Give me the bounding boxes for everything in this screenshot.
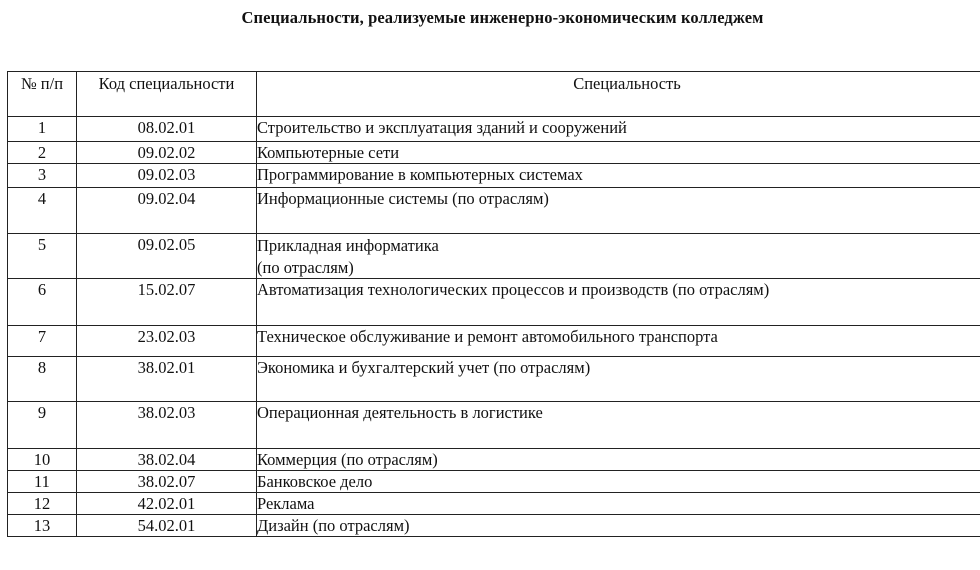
row-name [257,234,980,279]
row-num: 10 [8,449,77,471]
row-code: 09.02.03 [77,164,257,188]
row-num: 7 [8,326,77,357]
row-name: Информационные системы (по отраслям) [257,188,980,234]
row-code: 09.02.05 [77,234,257,279]
header-num: № п/п [8,72,77,117]
row-name: Банковское дело [257,471,980,493]
table-row [8,164,980,188]
row-num: 6 [8,279,77,326]
row-code: 42.02.01 [77,493,257,515]
row-code: 23.02.03 [77,326,257,357]
row-name: Строительство и эксплуатация зданий и сооружений [257,117,980,142]
header-name: Специальность [257,72,980,117]
row-num: 1 [8,117,77,142]
row-name-line1: Прикладная информатика [257,236,439,255]
header-code: Код специальности [77,72,257,117]
table-row [8,279,980,326]
table-row [8,515,980,537]
row-name: Программирование в компьютерных системах [257,164,980,188]
row-num: 3 [8,164,77,188]
row-code: 54.02.01 [77,515,257,537]
row-code: 09.02.02 [77,142,257,164]
row-code: 38.02.01 [77,357,257,402]
specialties-table [7,71,980,537]
table-row [8,117,980,142]
row-name: Реклама [257,493,980,515]
row-num: 12 [8,493,77,515]
row-name: Дизайн (по отраслям) [257,515,980,537]
table-row [8,471,980,493]
row-num: 13 [8,515,77,537]
table-row [8,402,980,449]
row-num: 5 [8,234,77,279]
row-name: Техническое обслуживание и ремонт автомобильного транспорта [257,326,980,357]
row-name: Операционная деятельность в логистике [257,402,980,449]
row-code: 15.02.07 [77,279,257,326]
table-row [8,449,980,471]
row-code: 38.02.04 [77,449,257,471]
row-name: Автоматизация технологических процессов и производств (по отраслям) [257,279,980,326]
table-row [8,493,980,515]
row-num: 11 [8,471,77,493]
table-row [8,142,980,164]
row-code: 09.02.04 [77,188,257,234]
row-name-line2: (по отраслям) [257,258,354,277]
row-num: 9 [8,402,77,449]
row-num: 2 [8,142,77,164]
row-code: 08.02.01 [77,117,257,142]
row-num: 4 [8,188,77,234]
row-name: Коммерция (по отраслям) [257,449,980,471]
page-title: Специальности, реализуемые инженерно-экономическим колледжем [241,8,764,27]
row-name: Экономика и бухгалтерский учет (по отраслям) [257,357,980,402]
table-row [8,326,980,357]
row-num: 8 [8,357,77,402]
table-row [8,357,980,402]
row-code: 38.02.07 [77,471,257,493]
table-header-row [8,72,980,117]
table-row [8,188,980,234]
row-code: 38.02.03 [77,402,257,449]
table-row [8,234,980,279]
row-name: Компьютерные сети [257,142,980,164]
